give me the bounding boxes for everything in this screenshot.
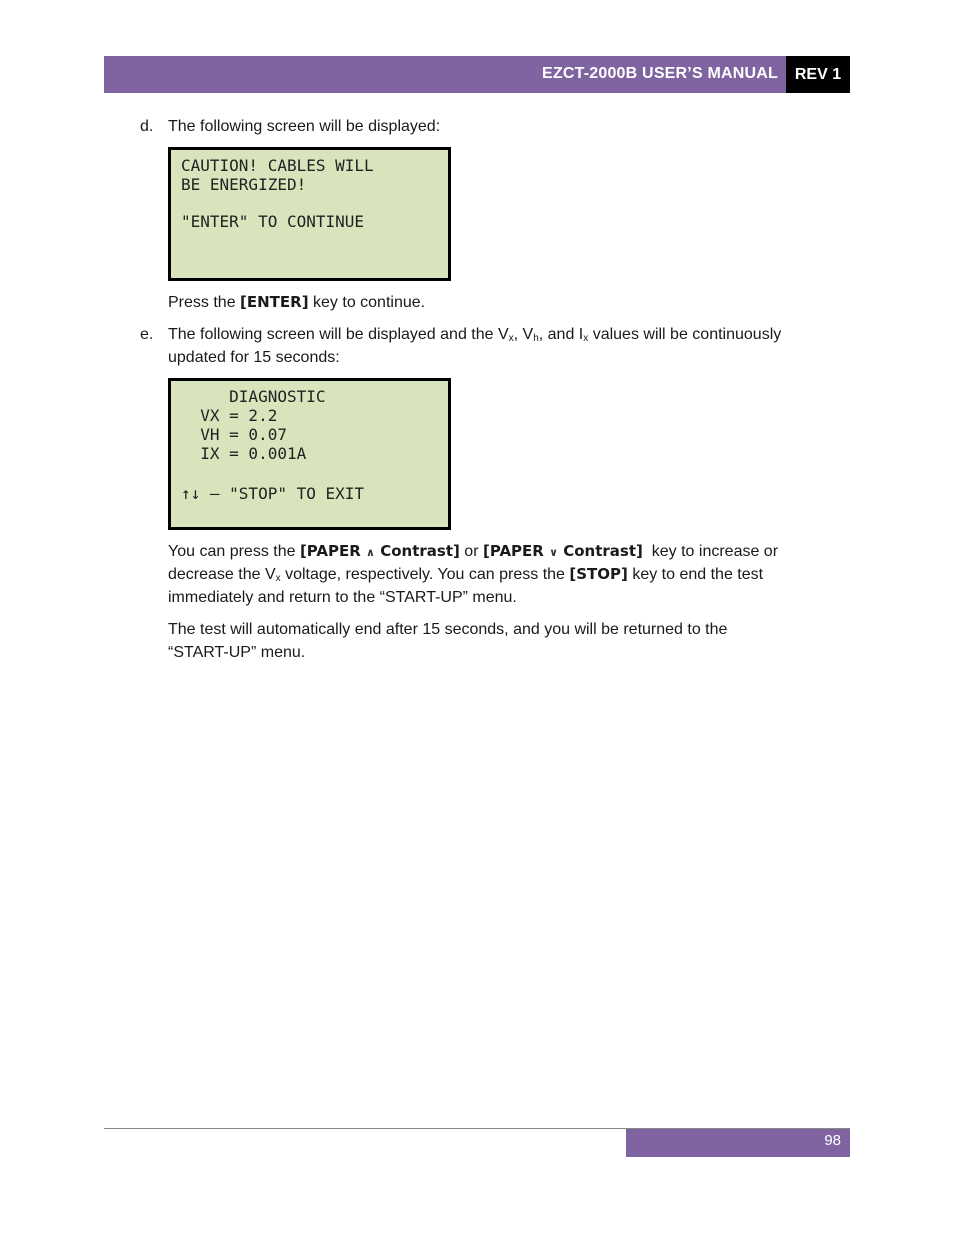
text-span: The following screen will be displayed and the V [168,326,509,343]
subscript: x [275,573,281,584]
step-d-intro: The following screen will be displayed: [168,118,441,135]
lcd-line: CAUTION! CABLES WILL [181,156,374,175]
text-span: , and I [538,326,584,343]
step-e-marker: e. [140,326,154,343]
caret-up-icon: ∧ [366,546,375,559]
subscript: x [508,333,514,344]
lcd-caution-screen [168,147,451,281]
text-span: , V [513,326,534,343]
step-d-marker: d. [140,118,154,135]
auto-end-line1: The test will automatically end after 15 seconds, and you will be returned to the [168,621,728,638]
step-e-intro-line2: updated for 15 seconds: [168,349,340,366]
subscript: h [533,333,539,344]
enter-key-label: [ENTER] [240,293,309,311]
text-span: key to increase or [642,543,779,560]
text-span: You can press the [168,543,300,560]
lcd-line: VH = 0.07 [181,425,287,444]
step-e-intro-line1 [168,323,781,346]
lcd-diagnostic-screen [168,378,451,530]
paper-down-key-label [483,542,643,560]
text-span: key to continue. [308,294,426,311]
text-span: values will be continuously [588,326,782,343]
contrast-keys-line1 [168,540,778,564]
stop-key-label: [STOP] [569,565,628,583]
manual-title: EZCT-2000B USER’S MANUAL [542,65,778,82]
header-band [104,56,786,93]
lcd-line: IX = 0.001A [181,444,307,463]
contrast-keys-line2 [168,563,763,586]
auto-end-line2: “START-UP” menu. [168,644,306,661]
lcd-line: VX = 2.2 [181,406,278,425]
paper-up-key-label [300,542,460,560]
text-span: voltage, respectively. You can press the [280,566,570,583]
text-span: [PAPER [482,542,550,560]
text-span: decrease the V [168,566,276,583]
text-span: [PAPER [299,542,367,560]
subscript: x [583,333,589,344]
caret-down-icon: ∨ [549,546,558,559]
page-number: 98 [824,1132,841,1149]
text-span: key to end the test [627,566,764,583]
text-span: Contrast] [558,542,643,560]
contrast-keys-line3: immediately and return to the “START-UP” menu. [168,589,517,606]
text-span: Contrast] [374,542,460,560]
lcd-line: BE ENERGIZED! [181,175,307,194]
lcd-line: DIAGNOSTIC [181,387,326,406]
revision-badge: REV 1 [786,56,850,93]
text-span: or [459,543,483,560]
press-enter-text [168,291,425,314]
lcd-line: ↑↓ – "STOP" TO EXIT [181,484,365,503]
footer-band [626,1129,850,1157]
text-span: Press the [168,294,241,311]
lcd-line: "ENTER" TO CONTINUE [181,212,365,231]
